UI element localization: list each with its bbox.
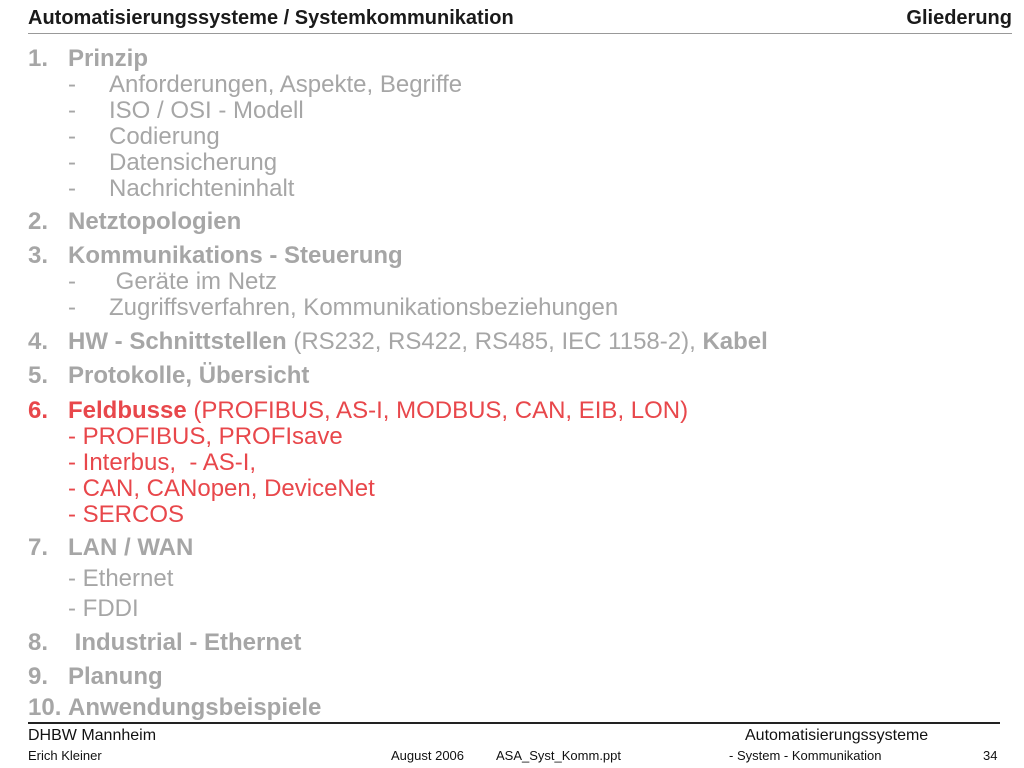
- outline-subitem: - Interbus, - AS-I,: [68, 449, 257, 476]
- outline-number: 1.: [28, 45, 49, 72]
- outline-number: 7.: [28, 534, 49, 561]
- outline-number: 9.: [28, 663, 49, 690]
- outline-title: HW - Schnittstellen (RS232, RS422, RS485, IEC 1158-2), Kabel: [68, 328, 768, 355]
- outline-subitem: - SERCOS: [68, 501, 185, 528]
- outline-number: 2.: [28, 208, 49, 235]
- footer-topic: - System - Kommunikation: [729, 748, 882, 763]
- footer-file: ASA_Syst_Komm.ppt: [496, 748, 621, 763]
- footer-divider: [28, 722, 1000, 724]
- footer-date: August 2006: [391, 748, 465, 763]
- outline-title: Kommunikations - Steuerung: [68, 242, 403, 269]
- outline-title: Protokolle, Übersicht: [68, 362, 310, 389]
- outline-number: 10.: [28, 694, 62, 721]
- outline-subitem: - PROFIBUS, PROFIsave: [68, 423, 343, 450]
- outline-number: 4.: [28, 328, 49, 355]
- outline-number: 6.: [28, 397, 49, 424]
- page-title: Automatisierungssysteme / Systemkommunikation: [28, 7, 514, 29]
- footer-author: Erich Kleiner: [28, 748, 102, 763]
- outline-subitem: - Ethernet: [68, 565, 174, 592]
- outline-title: Industrial - Ethernet: [68, 629, 302, 656]
- outline-subitem: - FDDI: [68, 595, 139, 622]
- outline-title: Prinzip: [68, 45, 149, 72]
- footer-org: DHBW Mannheim: [28, 727, 157, 744]
- page-number: 34: [983, 748, 998, 763]
- outline-title: Planung: [68, 663, 163, 690]
- outline-title: Feldbusse (PROFIBUS, AS-I, MODBUS, CAN, EIB, LON): [68, 397, 689, 424]
- outline-number: 3.: [28, 242, 49, 269]
- footer-course: Automatisierungssysteme: [745, 727, 929, 744]
- outline-list: 1. Prinzip - Anforderungen, Aspekte, Begriffe - ISO / OSI - Modell - Codierung - Datensicherung - Nachrichteninhalt 2. Netztopologien 3. Kommunikations - Steuerung - Geräte im Netz - Zugriffsverfahren, Kommunikationsbeziehungen 4. HW - Schnittstellen (RS232, RS422, RS485, IEC 1158-2), Kabel 5. Protokolle, Übersicht 6. Feldbusse (PROFIBUS, AS-I, MODBUS, CAN, EIB, LON) - PROFIBUS, PROFIsave - Interbus, - AS-I, - CAN, CANopen, DeviceNet - SERCOS 7. LAN / WAN - Ethernet - FDDI 8. Industrial - Ethernet 9. Planung 10. Anwendungsbeispiele: [28, 45, 768, 721]
- outline-title: Netztopologien: [68, 208, 242, 235]
- outline-title: Anwendungsbeispiele: [68, 694, 322, 721]
- section-title: Gliederung: [906, 7, 1012, 29]
- outline-number: 8.: [28, 629, 49, 656]
- outline-title: LAN / WAN: [68, 534, 194, 561]
- outline-number: 5.: [28, 362, 49, 389]
- outline-subitem: - CAN, CANopen, DeviceNet: [68, 475, 375, 502]
